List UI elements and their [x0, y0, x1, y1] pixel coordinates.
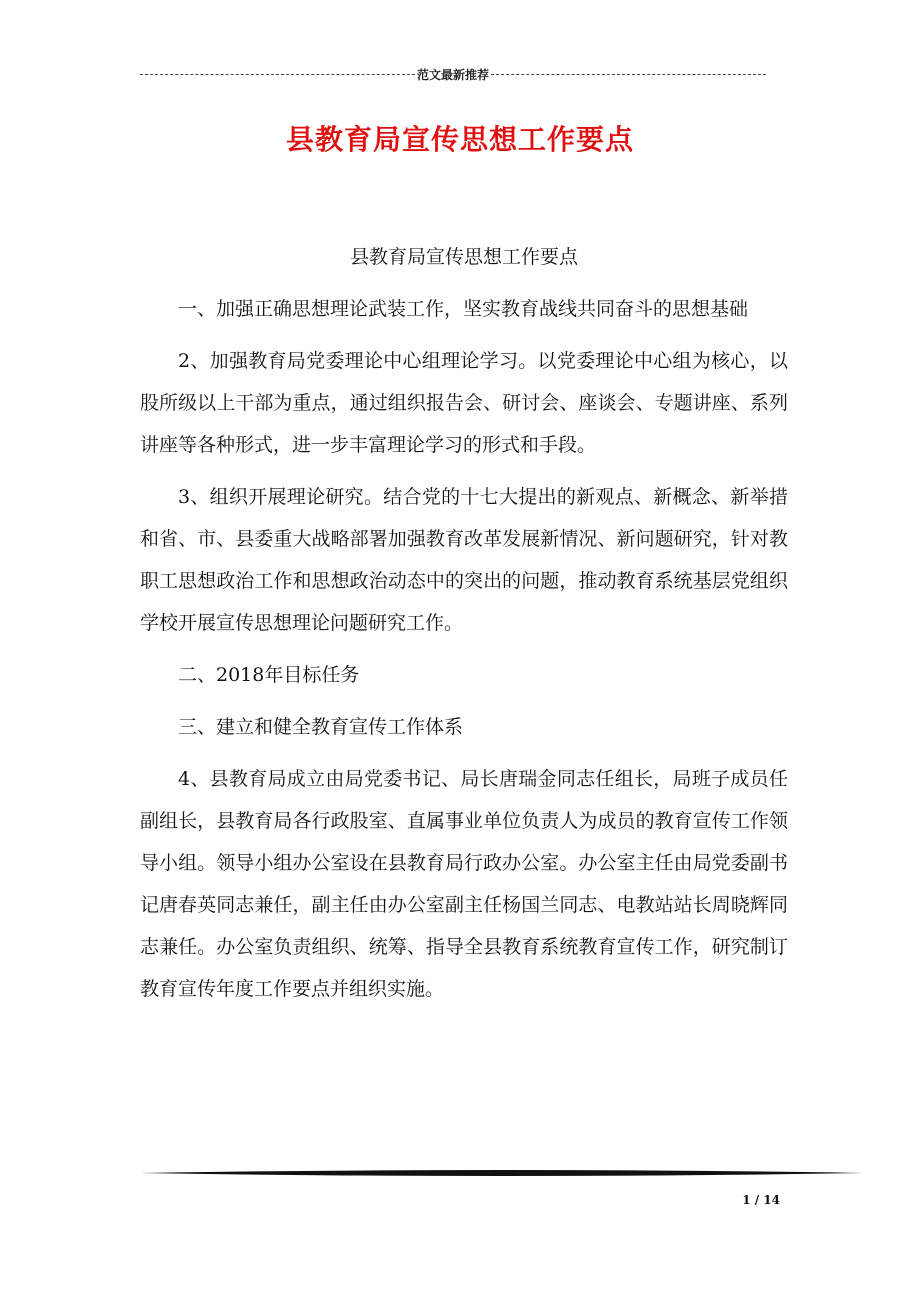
- footer-divider: [140, 1168, 864, 1178]
- paragraph: 3、组织开展理论研究。结合党的十七大提出的新观点、新概念、新举措和省、市、县委重大战略部署加强教育改革发展新情况、新问题研究，针对教职工思想政治工作和思想政治动态中的突出的问题，推动教育系统基层党组织学校开展宣传思想理论问题研究工作。: [140, 486, 788, 634]
- header-text: 范文最新推荐: [417, 68, 490, 82]
- paragraph: 2、加强教育局党委理论中心组理论学习。以党委理论中心组为核心，以股所级以上干部为重点，通过组织报告会、研讨会、座谈会、专题讲座、系列讲座等各种形式，进一步丰富理论学习的形式和手段。: [140, 350, 788, 456]
- paragraph: 一、加强正确思想理论武装工作，坚实教育战线共同奋斗的思想基础: [178, 298, 749, 320]
- header-dash-right: [491, 74, 766, 75]
- page-number: 1 / 14: [742, 1193, 780, 1207]
- header-dash-left: [140, 74, 415, 75]
- paragraph: 4、县教育局成立由局党委书记、局长唐瑞金同志任组长，局班子成员任副组长，县教育局各行政股室、直属事业单位负责人为成员的教育宣传工作领导小组。领导小组办公室设在县教育局行政办公室。办公室主任由局党委副书记唐春英同志兼任，副主任由办公室副主任杨国兰同志、电教站站长周晓辉同志兼任。办公室负责组织、统筹、指导全县教育系统教育宣传工作，研究制订教育宣传年度工作要点并组织实施。: [140, 768, 788, 1000]
- paragraph: 三、建立和健全教育宣传工作体系: [178, 716, 464, 738]
- paragraph: 二、2018年目标任务: [178, 664, 360, 686]
- document-subtitle: 县教育局宣传思想工作要点: [349, 246, 578, 268]
- document-title: 县教育局宣传思想工作要点: [285, 123, 634, 156]
- page-header: [140, 66, 766, 83]
- document-body: [140, 236, 788, 1020]
